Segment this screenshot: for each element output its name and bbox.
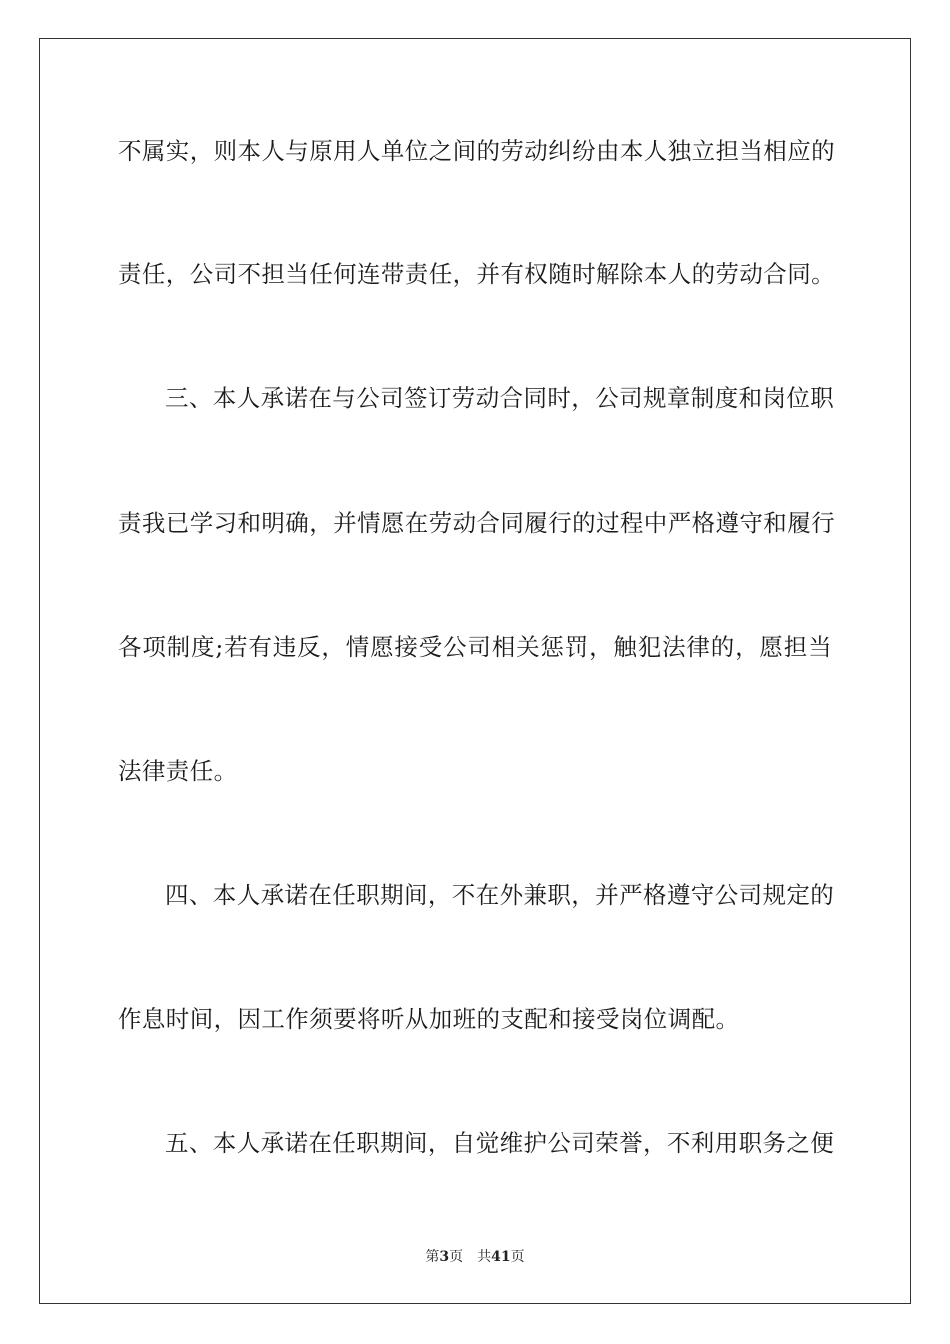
total-prefix: 共	[477, 1249, 492, 1265]
body-line: 五、本人承诺在任职期间，自觉维护公司荣誉，不利用职务之便	[165, 1129, 835, 1157]
body-line: 不属实，则本人与原用人单位之间的劳动纠纷由本人独立担当相应的	[118, 137, 835, 165]
total-suffix: 页	[510, 1249, 525, 1265]
page-border	[39, 38, 911, 1304]
body-line: 三、本人承诺在与公司签订劳动合同时，公司规章制度和岗位职	[165, 384, 835, 412]
body-line: 责我已学习和明确，并情愿在劳动合同履行的过程中严格遵守和履行	[118, 509, 835, 537]
body-line: 责任，公司不担当任何连带责任，并有权随时解除本人的劳动合同。	[118, 260, 835, 288]
body-line: 作息时间，因工作须要将听从加班的支配和接受岗位调配。	[118, 1005, 740, 1033]
page-footer	[0, 1248, 950, 1266]
total-pages: 41	[491, 1249, 511, 1265]
page-prefix: 第	[425, 1249, 440, 1265]
body-line: 法律责任。	[118, 757, 238, 785]
page-number: 3	[439, 1249, 450, 1265]
body-line: 各项制度;若有违反，情愿接受公司相关惩罚，触犯法律的，愿担当	[118, 633, 832, 661]
body-line: 四、本人承诺在任职期间，不在外兼职，并严格遵守公司规定的	[165, 881, 835, 909]
page-suffix: 页	[449, 1249, 464, 1265]
